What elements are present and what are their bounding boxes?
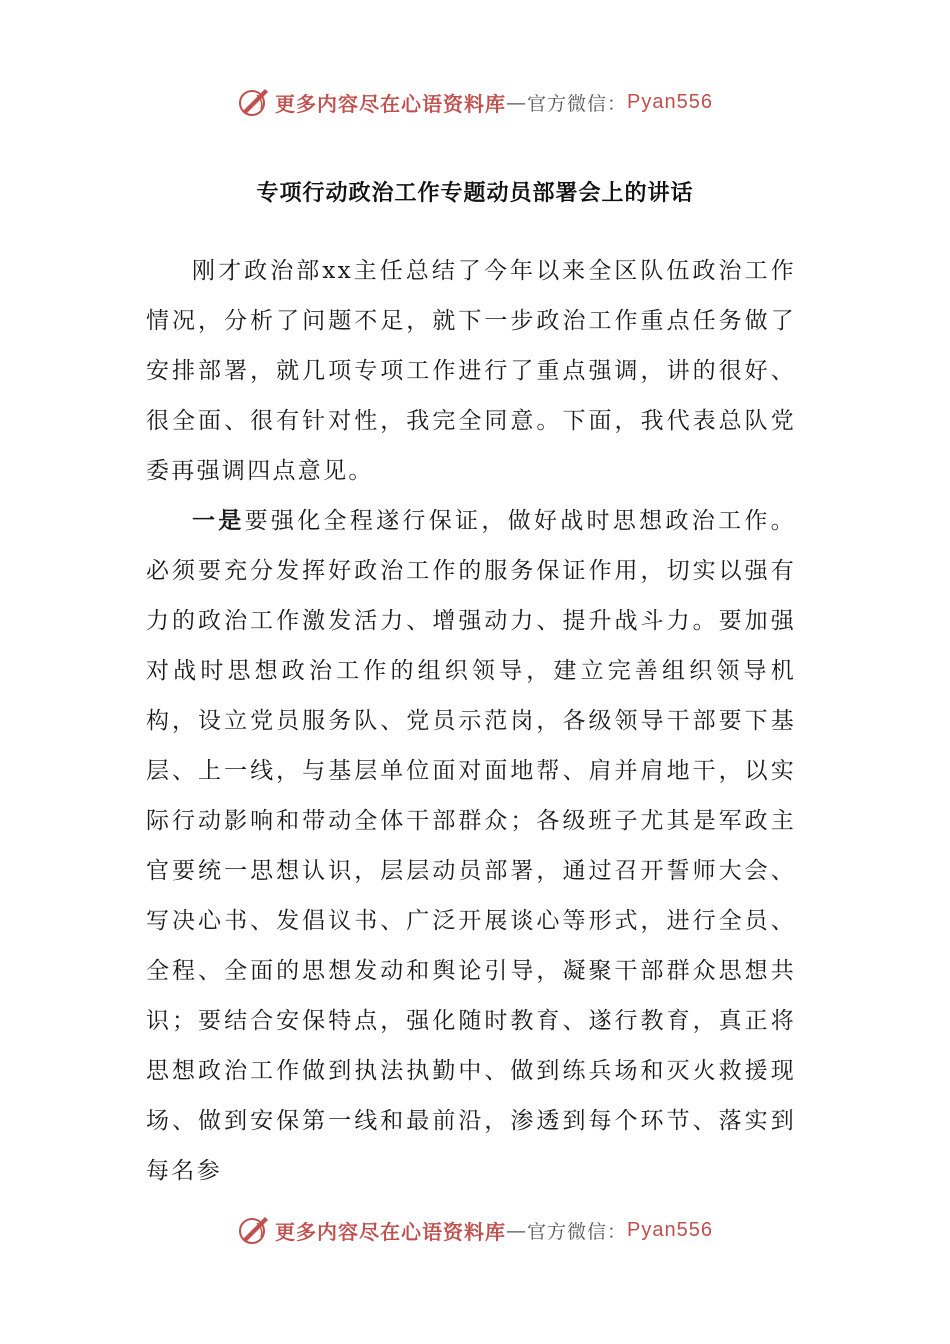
banner-separator: — [506, 90, 527, 114]
banner-wechat-label: 官方微信： [527, 1220, 628, 1243]
quill-logo-icon [237, 1213, 271, 1247]
paragraph-text: 要强化全程遂行保证，做好战时思想政治工作。必须要充分发挥好政治工作的服务保证作用，切实以强有力的政治工作激发活力、增强动力、提升战斗力。要加强对战时思想政治工作的组织领导，建立完善组织领导机构，设立党员服务队、党员示范岗，各级领导干部要下基层、上一线，与基层单位面对面地帮、肩并肩地干，以实际行动影响和带动全体干部群众；各级班子尤其是军政主官要统一思想认识，层层动员部署，通过召开誓师大会、写决心书、发倡议书、广泛开展谈心等形式，进行全员、全程、全面的思想发动和舆论引导，凝聚干部群众思想共识；要结合安保特点，强化随时教育、遂行教育，真正将思想政治工作做到执法执勤中、做到练兵场和灭火救援现场、做到安保第一线和最前沿，渗透到每个环节、落实到每名参 [146, 508, 796, 1184]
banner-separator: — [506, 1218, 527, 1242]
document-title: 专项行动政治工作专题动员部署会上的讲话 [256, 180, 694, 206]
header-banner [0, 82, 950, 122]
banner-wechat-id: Pyan556 [627, 1218, 713, 1241]
banner-brand: 更多内容尽在心语资料库 [275, 1219, 506, 1244]
paragraph-point-one [146, 496, 796, 1196]
footer-banner [0, 1210, 950, 1250]
paragraph-lead: 一是 [192, 507, 245, 534]
banner-wechat-id: Pyan556 [627, 90, 713, 113]
paragraph-intro [146, 246, 796, 496]
document-body [146, 246, 796, 1196]
banner-wechat-label: 官方微信： [527, 92, 628, 115]
paragraph-text: 刚才政治部xx主任总结了今年以来全区队伍政治工作情况，分析了问题不足，就下一步政治工作重点任务做了安排部署，就几项专项工作进行了重点强调，讲的很好、很全面、很有针对性，我完全同意。下面，我代表总队党委再强调四点意见。 [146, 258, 796, 484]
banner-brand: 更多内容尽在心语资料库 [275, 91, 506, 116]
quill-logo-icon [237, 85, 271, 119]
